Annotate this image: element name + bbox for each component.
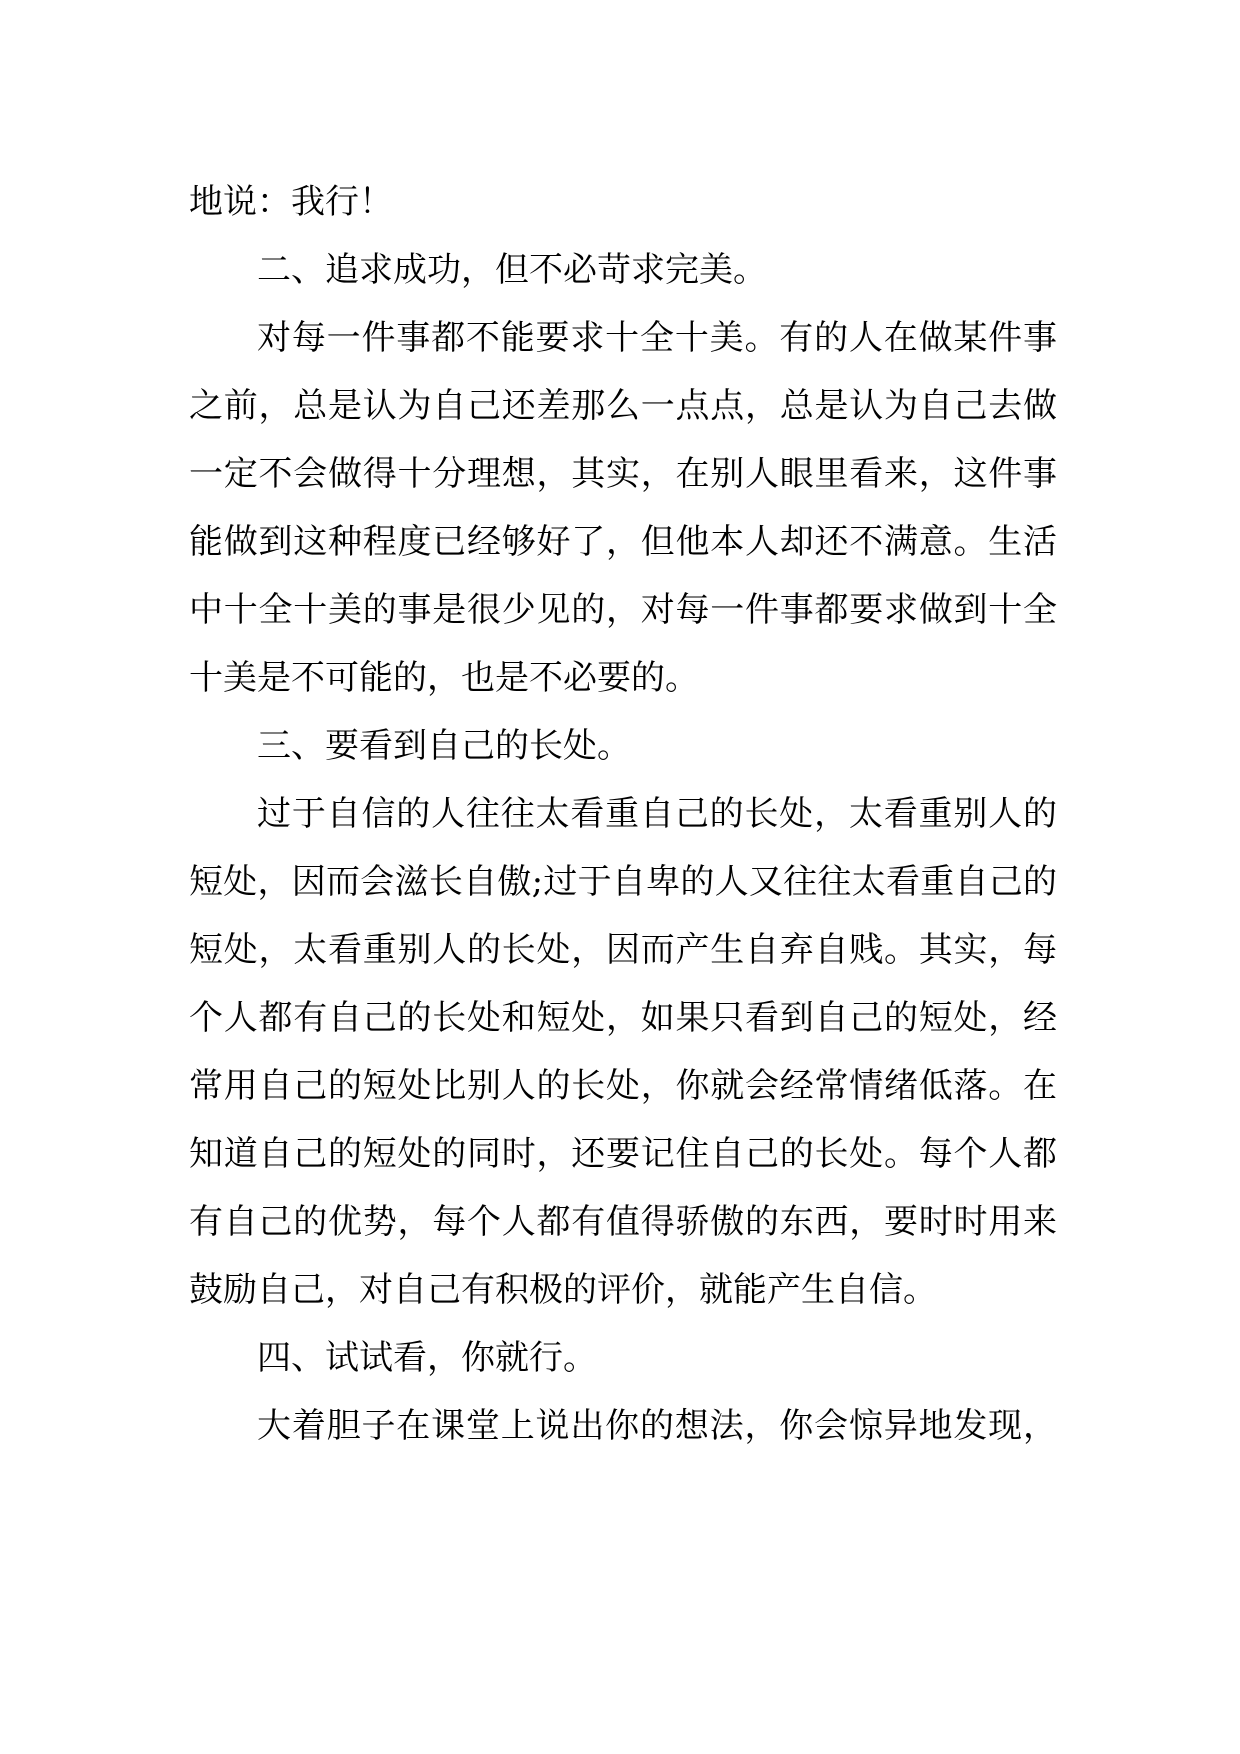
- paragraph-line: 中十全十美的事是很少见的，对每一件事都要求做到十全: [189, 590, 1057, 630]
- paragraph-line: 个人都有自己的长处和短处，如果只看到自己的短处，经: [189, 998, 1057, 1038]
- paragraph-line: 常用自己的短处比别人的长处，你就会经常情绪低落。在: [189, 1066, 1057, 1106]
- paragraph-line: 能做到这种程度已经够好了，但他本人却还不满意。生活: [189, 522, 1057, 562]
- paragraph-line: 有自己的优势，每个人都有值得骄傲的东西，要时时用来: [189, 1202, 1057, 1242]
- paragraph-line: 对每一件事都不能要求十全十美。有的人在做某件事: [257, 318, 1057, 358]
- paragraph-line: 之前，总是认为自己还差那么一点点，总是认为自己去做: [189, 386, 1057, 426]
- section-heading-4: 四、试试看，你就行。: [257, 1338, 597, 1378]
- text-line-1: 地说：我行！: [189, 182, 393, 222]
- paragraph-line: 短处，因而会滋长自傲;过于自卑的人又往往太看重自己的: [189, 862, 1057, 902]
- paragraph-line: 过于自信的人往往太看重自己的长处，太看重别人的: [257, 794, 1057, 834]
- paragraph-line: 一定不会做得十分理想，其实，在别人眼里看来，这件事: [189, 454, 1057, 494]
- paragraph-line: 短处，太看重别人的长处，因而产生自弃自贱。其实，每: [189, 930, 1057, 970]
- section-heading-2: 二、追求成功，但不必苛求完美。: [257, 250, 767, 290]
- paragraph-line: 知道自己的短处的同时，还要记住自己的长处。每个人都: [189, 1134, 1057, 1174]
- paragraph-line: 十美是不可能的，也是不必要的。: [189, 658, 699, 698]
- paragraph-line: 大着胆子在课堂上说出你的想法，你会惊异地发现，: [257, 1406, 1057, 1446]
- section-heading-3: 三、要看到自己的长处。: [257, 726, 631, 766]
- paragraph-line: 鼓励自己，对自己有积极的评价，就能产生自信。: [189, 1270, 937, 1310]
